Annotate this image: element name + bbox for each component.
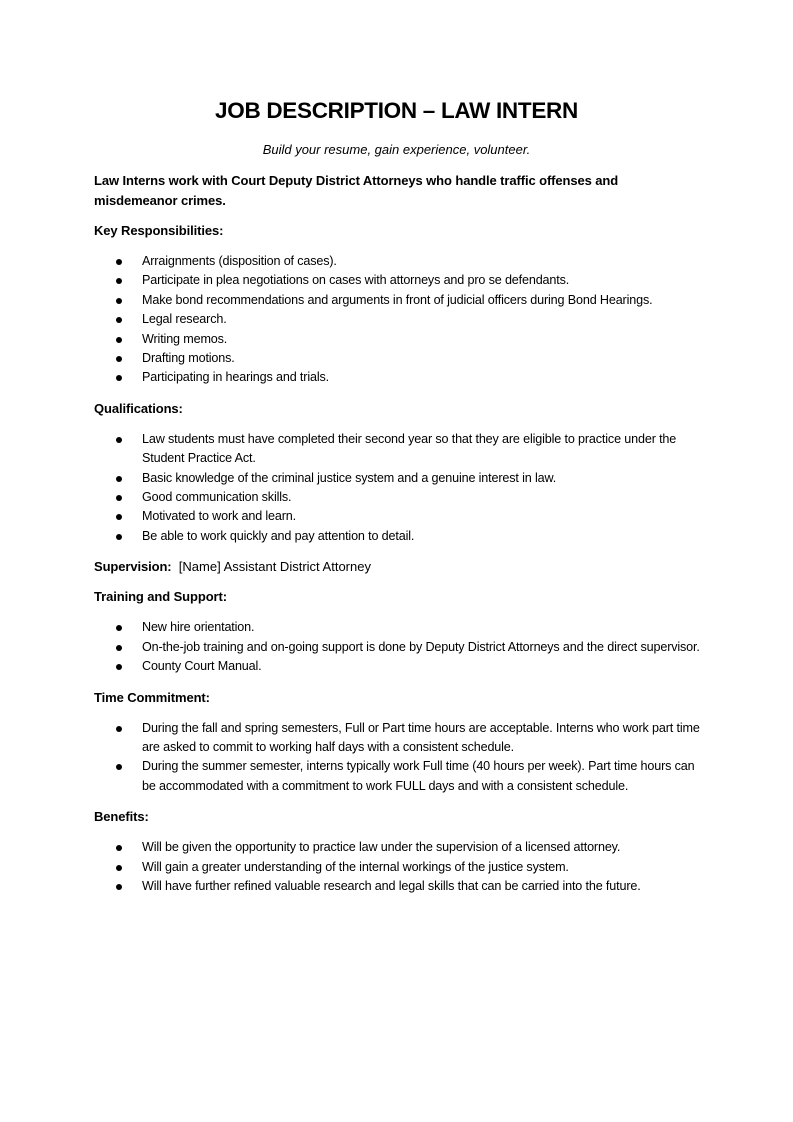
bullet-icon: [116, 356, 122, 362]
responsibilities-list: [94, 252, 702, 388]
list-item: [142, 618, 702, 637]
benefits-list: [94, 838, 702, 896]
list-item-text: New hire orientation.: [142, 620, 255, 635]
bullet-icon: [116, 645, 122, 651]
list-item-text: Good communication skills.: [142, 490, 292, 505]
list-item-text: Will have further refined valuable research and legal skills that can be carried into the future.: [142, 878, 641, 893]
list-item: [142, 330, 702, 349]
list-item: [142, 838, 702, 857]
qualifications-heading: Qualifications:: [94, 400, 183, 416]
list-item: [142, 349, 702, 368]
intro-paragraph: Law Interns work with Court Deputy District Attorneys who handle traffic offenses and misdemeanor crimes.: [94, 173, 619, 208]
list-item: [142, 858, 702, 877]
benefits-heading: Benefits:: [94, 809, 149, 825]
list-item-text: Legal research.: [142, 312, 227, 327]
list-item-text: Participating in hearings and trials.: [142, 370, 329, 385]
bullet-icon: [116, 534, 122, 540]
list-item-text: Will be given the opportunity to practice law under the supervision of a licensed attorney.: [142, 840, 621, 855]
list-item: [142, 252, 702, 271]
list-item-text: Participate in plea negotiations on cases with attorneys and pro se defendants.: [142, 273, 570, 288]
list-item: [142, 877, 702, 896]
bullet-icon: [116, 625, 122, 631]
bullet-icon: [116, 259, 122, 265]
list-item: [142, 757, 702, 796]
bullet-icon: [116, 865, 122, 871]
supervision-row: [94, 558, 699, 576]
bullet-icon: [116, 476, 122, 482]
document-subtitle: Build your resume, gain experience, volunteer.: [262, 142, 531, 157]
list-item-text: Writing memos.: [142, 331, 228, 346]
bullet-icon: [116, 664, 122, 670]
list-item-text: Drafting motions.: [142, 351, 235, 366]
bullet-icon: [116, 884, 122, 890]
list-item-text: On-the-job training and on-going support is done by Deputy District Attorneys and the direct supervisor.: [142, 639, 700, 654]
list-item-text: County Court Manual.: [142, 659, 262, 674]
training-heading: Training and Support:: [94, 589, 227, 605]
bullet-icon: [116, 317, 122, 323]
bullet-icon: [116, 845, 122, 851]
list-item: [142, 430, 702, 469]
bullet-icon: [116, 764, 122, 770]
document-title: JOB DESCRIPTION – LAW INTERN: [215, 98, 578, 123]
bullet-icon: [116, 298, 122, 304]
list-item: [142, 719, 702, 758]
bullet-icon: [116, 278, 122, 284]
time-commitment-list: [94, 719, 702, 797]
list-item: [142, 488, 702, 507]
bullet-icon: [116, 495, 122, 501]
list-item: [142, 657, 702, 676]
list-item: [142, 507, 702, 526]
list-item: [142, 368, 702, 387]
list-item-text: Make bond recommendations and arguments in front of judicial officers during Bond Hearings.: [142, 292, 653, 307]
list-item-text: During the summer semester, interns typically work Full time (40 hours per week). Part time hours can be accommodated with a commitment to work FULL days and with a consistent schedule.: [142, 759, 695, 793]
bullet-icon: [116, 514, 122, 520]
qualifications-list: [94, 430, 702, 546]
list-item: [142, 469, 702, 488]
supervision-value: [Name] Assistant District Attorney: [178, 559, 371, 575]
supervision-heading: Supervision:: [94, 559, 172, 575]
list-item: [142, 310, 702, 329]
list-item-text: Be able to work quickly and pay attention to detail.: [142, 528, 415, 543]
list-item-text: Arraignments (disposition of cases).: [142, 254, 337, 268]
list-item: [142, 527, 702, 546]
list-item-text: Will gain a greater understanding of the internal workings of the justice system.: [142, 859, 569, 874]
bullet-icon: [116, 437, 122, 443]
list-item-text: Motivated to work and learn.: [142, 509, 297, 524]
list-item: [142, 271, 702, 290]
list-item-text: Law students must have completed their second year so that they are eligible to practice under the Student Practice Act.: [142, 431, 677, 466]
list-item-text: During the fall and spring semesters, Full or Part time hours are acceptable. Interns who work part time are asked to commit to working half days with a consistent schedule.: [142, 720, 700, 754]
training-list: [94, 618, 702, 676]
responsibilities-heading: Key Responsibilities:: [94, 223, 224, 238]
bullet-icon: [116, 375, 122, 381]
list-item-text: Basic knowledge of the criminal justice system and a genuine interest in law.: [142, 470, 557, 485]
bullet-icon: [116, 726, 122, 732]
bullet-icon: [116, 337, 122, 343]
list-item: [142, 291, 702, 310]
list-item: [142, 638, 702, 657]
time-commitment-heading: Time Commitment:: [94, 689, 210, 705]
